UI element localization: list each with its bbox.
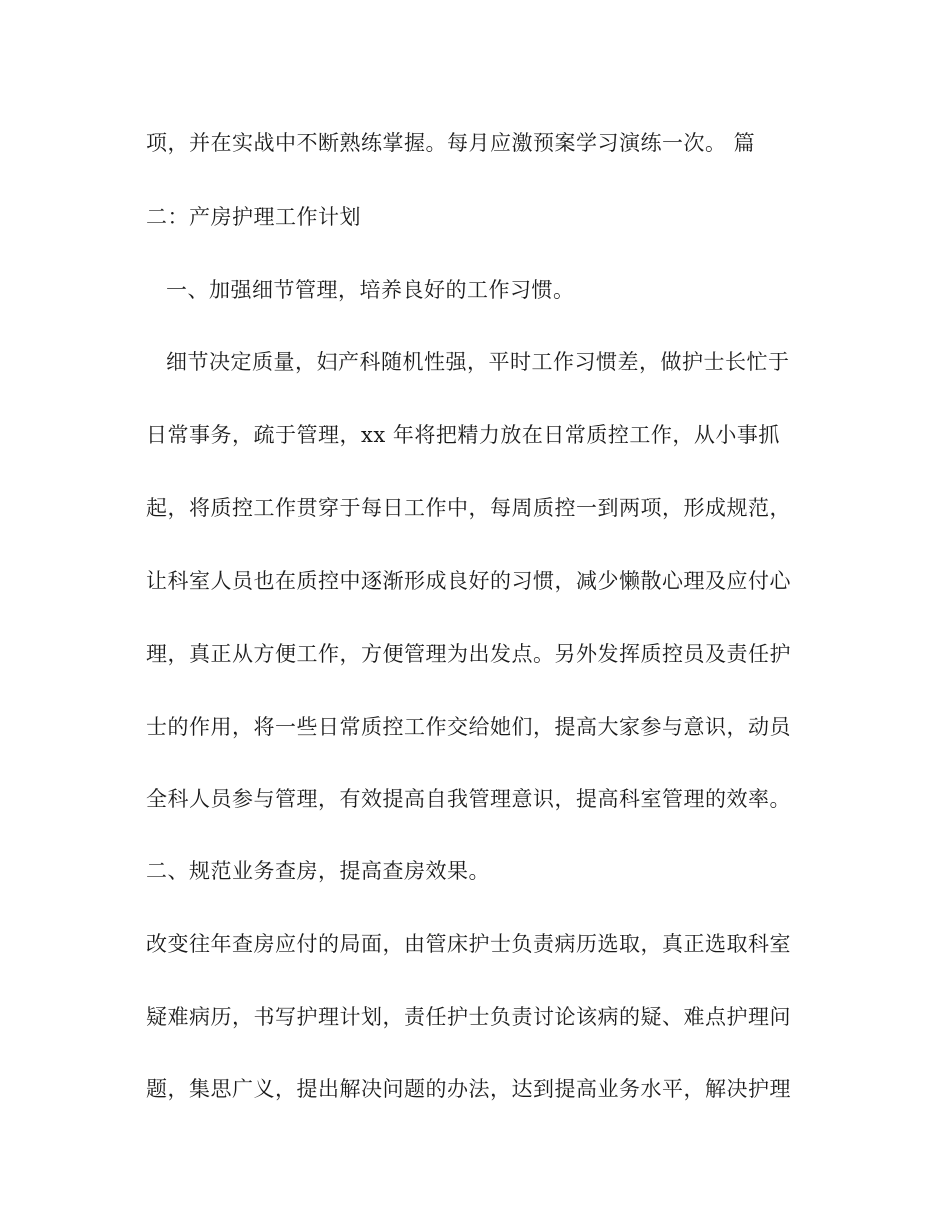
heading-2: 二、规范业务查房，提高查房效果。 (146, 859, 490, 883)
text-line: 理，真正从方便工作，方便管理为出发点。另外发挥质控员及责任护 (146, 642, 791, 666)
text-line: 士的作用，将一些日常质控工作交给她们，提高大家参与意识，动员 (146, 715, 791, 739)
text-line: 项，并在实战中不断熟练掌握。每月应激预案学习演练一次。 篇 (146, 131, 756, 155)
text-line: 全科人员参与管理，有效提高自我管理意识，提高科室管理的效率。 (146, 787, 791, 811)
text-line: 细节决定质量，妇产科随机性强，平时工作习惯差，做护士长忙于 (166, 350, 790, 374)
text-line: 疑难病历，书写护理计划，责任护士负责讨论该病的疑、难点护理问 (146, 1005, 791, 1029)
text-line: 题，集思广义，提出解决问题的办法，达到提高业务水平，解决护理 (146, 1077, 791, 1101)
text-line: 改变往年查房应付的局面，由管床护士负责病历选取，真正选取科室 (146, 932, 791, 956)
section-title: 二：产房护理工作计划 (146, 205, 361, 229)
text-line: 日常事务，疏于管理，xx 年将把精力放在日常质控工作，从小事抓 (146, 423, 780, 447)
text-line: 让科室人员也在质控中逐渐形成良好的习惯，减少懒散心理及应付心 (146, 569, 791, 593)
heading-1: 一、加强细节管理，培养良好的工作习惯。 (166, 278, 575, 302)
text-line: 起，将质控工作贯穿于每日工作中，每周质控一到两项，形成规范， (146, 496, 791, 520)
